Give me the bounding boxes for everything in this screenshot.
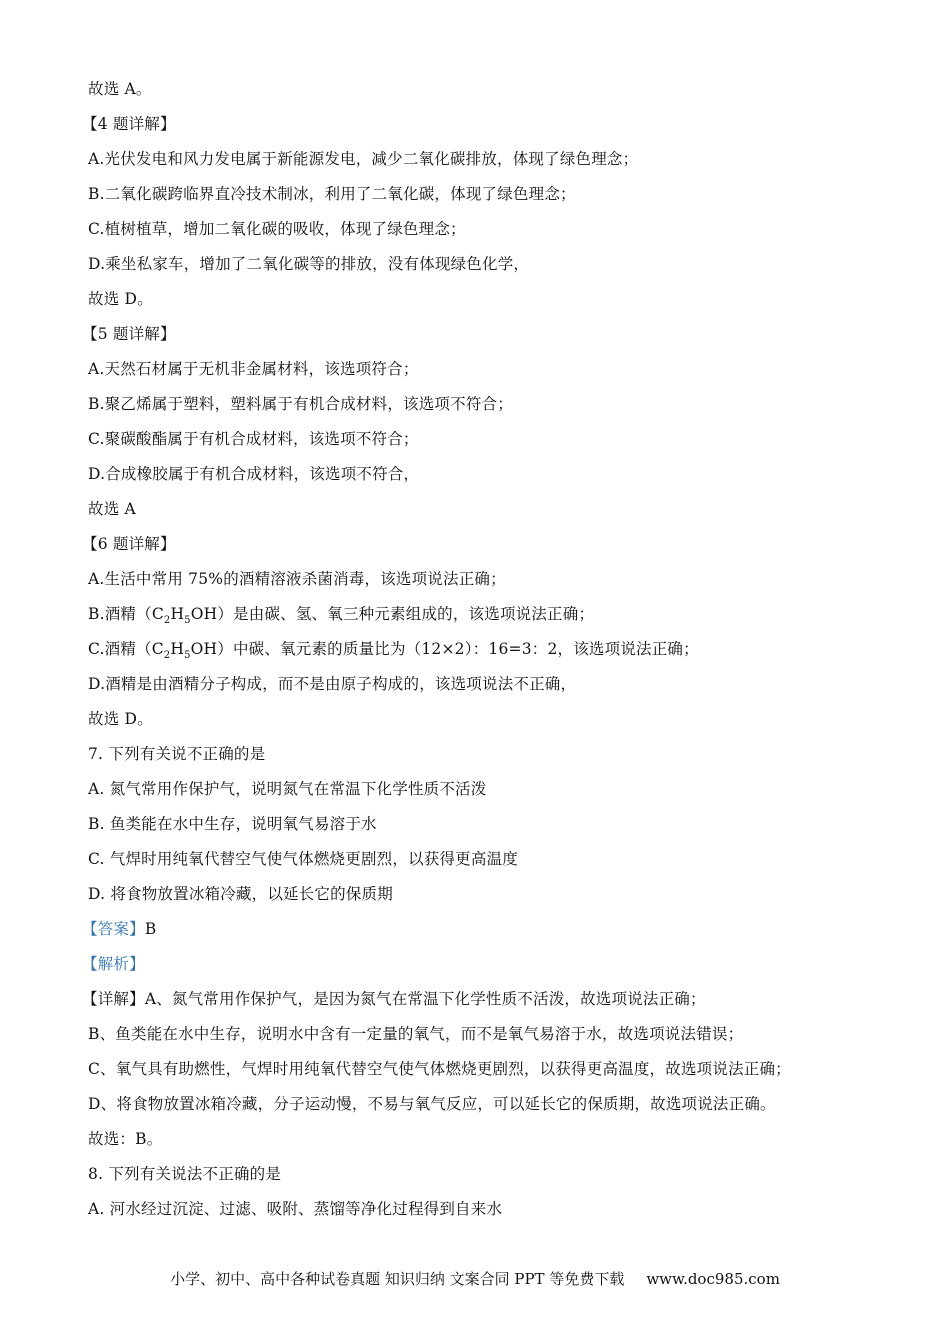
- text-line: C.聚碳酸酯属于有机合成材料，该选项不符合；: [88, 430, 419, 448]
- section-heading: 【5 题详解】: [82, 325, 176, 343]
- option-a: A. 河水经过沉淀、过滤、吸附、蒸馏等净化过程得到自来水: [88, 1200, 503, 1218]
- footer-site-link[interactable]: www.doc985.com: [646, 1270, 780, 1288]
- analysis-tag: 【解析】: [82, 955, 145, 973]
- answer-tag: 【答案】: [82, 920, 145, 938]
- answer-line: [82, 912, 928, 947]
- option-a: A. 氮气常用作保护气，说明氮气在常温下化学性质不活泼: [88, 780, 487, 798]
- text-line-formula: [88, 597, 928, 632]
- text-line: A.光伏发电和风力发电属于新能源发电，减少二氧化碳排放，体现了绿色理念；: [88, 150, 639, 168]
- option-b: B. 鱼类能在水中生存，说明氧气易溶于水: [88, 815, 377, 833]
- option-d: D. 将食物放置冰箱冷藏，以延长它的保质期: [88, 885, 393, 903]
- text-line: B.聚乙烯属于塑料，塑料属于有机合成材料，该选项不符合；: [88, 395, 513, 413]
- text-line: 故选 D。: [88, 710, 153, 728]
- text-line: D.乘坐私家车，增加了二氧化碳等的排放，没有体现绿色化学，: [88, 255, 530, 273]
- text-line: 故选 D。: [88, 290, 153, 308]
- detail-tag: 【详解】: [82, 990, 145, 1008]
- question-stem: 7. 下列有关说不正确的是: [88, 745, 266, 763]
- formula-pre: C.酒精（C: [88, 640, 164, 658]
- text-line: A.天然石材属于无机非金属材料，该选项符合；: [88, 360, 419, 378]
- formula-pre: B.酒精（C: [88, 605, 164, 623]
- formula-mid: H: [170, 640, 185, 658]
- formula-mid: H: [170, 605, 185, 623]
- section-heading: 【6 题详解】: [82, 535, 176, 553]
- subscript: 5: [184, 650, 191, 662]
- text-line: A.生活中常用 75%的酒精溶液杀菌消毒，该选项说法正确；: [88, 570, 506, 588]
- formula-post: OH）中碳、氧元素的质量比为（12×2）：16=3：2，该选项说法正确；: [190, 640, 699, 658]
- text-line: C、氧气具有助燃性，气焊时用纯氧代替空气使气体燃烧更剧烈，以获得更高温度，故选项说法正确；: [88, 1060, 791, 1078]
- text-line: B.二氧化碳跨临界直冷技术制冰，利用了二氧化碳，体现了绿色理念；: [88, 185, 576, 203]
- text-line-formula: [88, 632, 928, 667]
- text-line: 故选 A: [88, 500, 136, 518]
- answer-value: B: [144, 920, 157, 938]
- text-line: B、鱼类能在水中生存，说明水中含有一定量的氧气，而不是氧气易溶于水，故选项说法错误；: [88, 1025, 744, 1043]
- section-heading: 【4 题详解】: [82, 115, 176, 133]
- text-line: D.合成橡胶属于有机合成材料，该选项不符合，: [88, 465, 420, 483]
- text-line: C.植树植草，增加二氧化碳的吸收，体现了绿色理念；: [88, 220, 466, 238]
- document-body: [82, 72, 928, 1227]
- subscript: 2: [163, 615, 171, 627]
- text-line: D、将食物放置冰箱冷藏，分子运动慢，不易与氧气反应，可以延长它的保质期，故选项说法正确。: [88, 1095, 776, 1113]
- subscript: 2: [163, 650, 171, 662]
- detail-text: A、氮气常用作保护气，是因为氮气在常温下化学性质不活泼，故选项说法正确；: [144, 990, 706, 1008]
- text-line: 故选：B。: [88, 1130, 163, 1148]
- detail-line: [82, 982, 928, 1017]
- option-c: C. 气焊时用纯氧代替空气使气体燃烧更剧烈，以获得更高温度: [88, 850, 518, 868]
- question-stem: 8. 下列有关说法不正确的是: [88, 1165, 282, 1183]
- text-line: 故选 A。: [88, 80, 152, 98]
- formula-post: OH）是由碳、氢、氧三种元素组成的，该选项说法正确；: [190, 605, 595, 623]
- page-footer: [0, 1268, 950, 1289]
- analysis-line: [82, 947, 928, 982]
- subscript: 5: [184, 615, 191, 627]
- text-line: D.酒精是由酒精分子构成，而不是由原子构成的，该选项说法不正确，: [88, 675, 577, 693]
- footer-text: 小学、初中、高中各种试卷真题 知识归纳 文案合同 PPT 等免费下载: [170, 1270, 625, 1288]
